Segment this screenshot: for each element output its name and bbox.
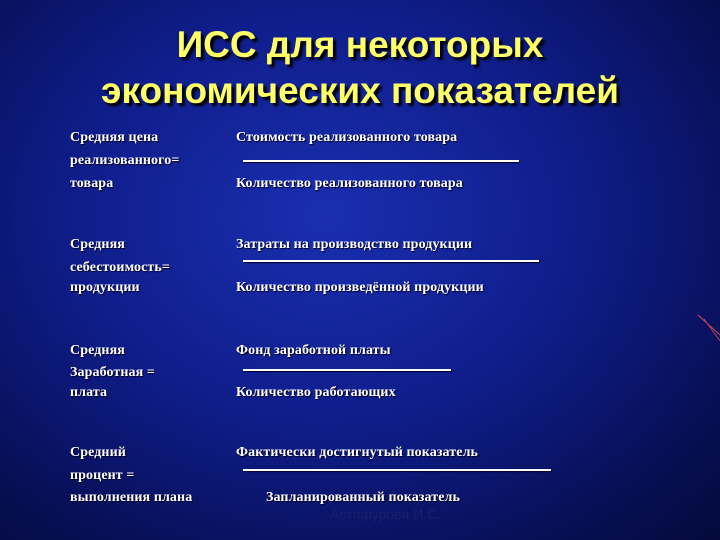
formula-2-denominator: Количество произведённой продукции: [236, 280, 484, 295]
formula-3-left-line-2: Заработная =: [70, 365, 156, 380]
formula-1-left-line-1: Средняя цена: [70, 130, 159, 145]
author-footer: Астафурова И.С.: [330, 506, 442, 522]
slide-title: [0, 22, 720, 114]
formula-2-numerator: Затраты на производство продукции: [236, 237, 473, 252]
formula-4-left-line-2: процент =: [70, 468, 135, 483]
formula-2-left-line-3: продукции: [70, 280, 140, 295]
formula-3-left-line-1: Средняя: [70, 343, 125, 358]
formula-3-denominator: Количество работающих: [236, 385, 396, 400]
formula-4-numerator: Фактически достигнутый показатель: [236, 445, 479, 460]
formula-3-numerator: Фонд заработной платы: [236, 343, 391, 358]
decorative-line-ornament: [694, 305, 720, 345]
formula-4-denominator: Запланированный показатель: [266, 490, 461, 505]
formula-2-left-line-2: себестоимость=: [70, 260, 170, 275]
formula-2-left-line-1: Средняя: [70, 237, 125, 252]
title-line-2: экономических показателей: [101, 70, 619, 111]
formula-2-fraction-bar: [243, 260, 539, 262]
formula-3-fraction-bar: [243, 369, 451, 371]
formula-4-fraction-bar: [243, 469, 551, 471]
formula-1-denominator: Количество реализованного товара: [236, 176, 463, 191]
formula-1-fraction-bar: [243, 160, 519, 162]
formula-4-left-line-3: выполнения плана: [70, 490, 193, 505]
formula-1-numerator: Стоимость реализованного товара: [236, 130, 458, 145]
formula-1-left-line-3: товара: [70, 176, 114, 191]
formula-3-left-line-3: плата: [70, 385, 108, 400]
title-line-1: ИСС для некоторых: [176, 24, 544, 65]
formula-4-left-line-1: Средний: [70, 445, 126, 460]
formula-1-left-line-2: реализованного=: [70, 153, 180, 168]
